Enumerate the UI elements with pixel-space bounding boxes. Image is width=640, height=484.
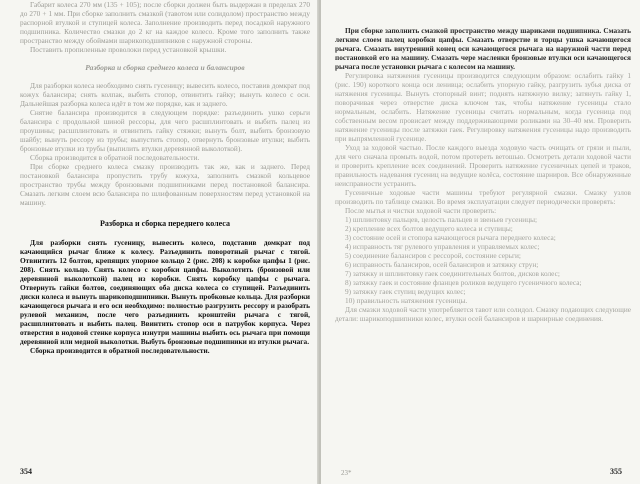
paragraph: Сборка производится в обратной последовательности. bbox=[30, 346, 210, 355]
paragraph: Регулировка натяжения гусеницы производится следующим образом: ослабить гайку 1 (рис. 190) короткого конца оси ленивца; ослабить упорную гайку, разгрузить зубья диска от натяжения гусеницы. Вынуть стопорный винт; поднять натяжную вилку; затянуть гайку 1, поворачивая через отверстие диска ключом так, чтобы натяжение гусеницы стало нормальным, ослабить. Натяжение гусеницы считать нормальным, когда гусеница под собственным весом провисает между поддерживающими роликами на 30–40 мм. Проверить натяжение гусеницы после затяжки гаек. Регулировку натяжения гусеницы надо производить при выпрямленной гусенице. bbox=[335, 71, 631, 143]
paragraph: Габарит колеса 270 мм (135 + 105); после сборки должен быть выдержан в пределах 270 до 270 + 1 мм. При сборке заполнить смазкой (тавотом или солидолом) пространство между распорной втулкой и ступицей колеса. Заполнение производить перед посадкой наружного подшипника. Количество смазки до 2 кг на каждое колесо. Кроме того заполнить также пространство между обоймами шарикоподшипников с наружной стороны. bbox=[20, 0, 310, 45]
list-item: 7) затяжку и шплинтовку гаек соединительных болтов, дисков колес; bbox=[345, 269, 560, 278]
list-item: 8) затяжку гаек и состояние фланцев роликов ведущего гусеничного колеса; bbox=[345, 278, 582, 287]
paragraph: Сборка производится в обратной последовательности. bbox=[30, 153, 200, 162]
signature-mark: 23* bbox=[341, 469, 352, 477]
paragraph: Уход за ходовой частью. После каждого выезда ходовую часть очищать от грязи и пыли, для чего сначала промыть водой, потом протереть ветошью. Осмотреть детали ходовой части и проверить крепление всех соединений. Проверить натяжение гусеничных цепей и траков, правильность надевания гусениц на ведущие колёса, состояние шарниров. Все обнаруженные неисправности устранить. bbox=[335, 143, 631, 188]
left-page bbox=[0, 0, 319, 484]
paragraph: Снятие балансира производится в следующем порядке: разъединить ушко серьги балансира с продольной шиной рессоры, для чего расшплинтовать и выбить палец из проушины; расшплинтовать и отвинтить гайку стяжки; вынуть болт, выбить бронзовую шайбу; вынуть рессору из трубы; выпустить стопор, отвернуть бронзовые втулки; выбить бронзовые втулки из трубы (выпилить втулки деревянной выколоткой). bbox=[20, 108, 310, 153]
paragraph: Для разборки снять гусеницу, вывесить колесо, подставив домкрат под качающийся рычаг ближе к колесу. Разъединить поворотный рычаг с тягой. Отвинтить 12 болтов, крепящих упорное кольцо 2 (рис. 208) к коробке цапфы 1 (рис. 208). Снять кольцо. Снять колесо с коробки цапфы. Выколотить (бронзовой или деревянной выколоткой) палец из коробки. Снять коробку цапфы с рычага. Отвернуть гайки болтов, соединяющих оба диска колеса со ступицей. Разъединить диски колеса и вынуть шарикоподшипники. Вынуть пробковые кольца. Для разборки качающегося рычага и его оси необходимо: полностью разгрузить рессору и разобрать рулевой механизм, после чего разъединить кронштейн рычага с тягой, расшплинтовать и выбить палец. Ввинтить стопор оси в патрубок корпуса. Через отверстия в нодовой стенке корпуса изнутри машины выбить ось рычага при помощи деревянной или медной выколотки. Выбуть бронзовые подшипники из втулки рычага. bbox=[20, 238, 310, 346]
list-item: 5) соединение балансиров с рессорой, состояние серьги; bbox=[345, 251, 521, 260]
right-page-text bbox=[335, 26, 631, 323]
paragraph: Поставить пропиленные проволоки перед установкой крышки. bbox=[30, 45, 227, 54]
paragraph: Гусеничные ходовые части машины требуют регулярной смазки. Смазку узлов производить по таблице смазки. Во время эксплуатации следует периодически проверять: bbox=[335, 188, 631, 206]
list-item: 3) состояние осей и стопора качающегося рычага переднего колеса; bbox=[345, 233, 556, 242]
paragraph: Для разборки колеса необходимо снять гусеницу; вывесить колесо, поставив домкрат под кожух балансира; снять колпак, выбить стопор, отвинтить гайку; вынуть колесо с оси. Дальнейшая разборка колеса идёт в том же порядке, как и заднего. bbox=[20, 81, 310, 108]
list-item: 2) крепление всех болтов ведущего колеса и ступицы; bbox=[345, 224, 513, 233]
list-item: 6) исправность балансиров, осей балансиров и затяжку струн; bbox=[345, 260, 539, 269]
paragraph: При сборке заполнить смазкой пространство между шариками подшипника. Смазать легким слоем палец коробки цапфы. Смазать отверстие и торцы ушка качающегося рычага. Смазать внутренний конец оси качающегося рычага на наружной части перед постановкой его на машину. Смазать чере масленки бронзовые втулки оси качающегося рычага после установки рычага с колесом на машину. bbox=[335, 26, 631, 71]
faded-top-section bbox=[20, 0, 310, 207]
list-item: 9) затяжку гаек ступиц ведущих колес; bbox=[345, 287, 466, 296]
page-number: 355 bbox=[610, 467, 622, 476]
check-list bbox=[335, 215, 631, 305]
paragraph: Для смазки ходовой части употребляется тавот или солидол. Смазку подающих следующие детали: шарикоподшипники колес, втулки осей балансиров и шарнирные соединения. bbox=[335, 305, 631, 323]
section-heading: Разборка и сборка переднего колеса bbox=[100, 219, 230, 228]
page-number: 354 bbox=[20, 467, 32, 476]
paragraph: При сборке среднего колеса смазку производить так же, как и заднего. Перед постановкой балансира пропустить трубу кожуха, заполнить смазкой кольцевое пространство трубы между бронзовыми подшипниками перед постановкой балансира. Смазать легким слоем всю балансира по шлифованным поверхностям перед установкой на машину. bbox=[20, 162, 310, 207]
faded-section bbox=[335, 71, 631, 323]
section-subheading: Разборка и сборка среднего колеса и балансиров bbox=[85, 63, 245, 72]
paragraph: После мытья и чистки ходовой части проверить: bbox=[345, 206, 497, 215]
main-section bbox=[20, 238, 310, 355]
list-item: 4) исправность тяг рулевого управления и управляемых колес; bbox=[345, 242, 540, 251]
list-item: 1) шплинтовку пальцев, целость пальцев и звеньев гусеницы; bbox=[345, 215, 538, 224]
left-page-text bbox=[20, 0, 310, 355]
list-item: 10) правильность натяжения гусеницы. bbox=[345, 296, 468, 305]
right-page bbox=[321, 0, 640, 484]
